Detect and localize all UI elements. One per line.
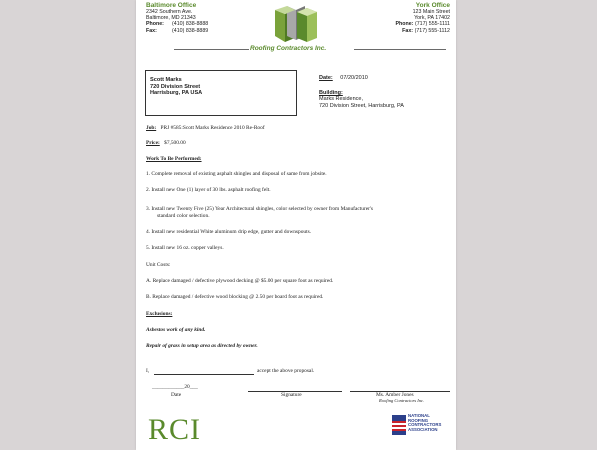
work-item-1: 1. Complete removal of existing asphalt shingles and disposal of same from jobsite. [146, 171, 327, 177]
exclusions-heading: Exclusions: [146, 311, 173, 317]
building-line-2: 720 Division Street, Harrisburg, PA [319, 102, 404, 109]
baltimore-address-line-1: 2342 Southern Ave. [146, 9, 193, 15]
date-blank[interactable]: ____________20___ [152, 384, 198, 390]
exclusion-2: Repair of grass in setup area as directed by owner. [146, 343, 258, 349]
date-row [319, 75, 368, 81]
signer-company: Roofing Contractors Inc. [379, 398, 425, 403]
baltimore-fax: (410) 838-8889 [172, 27, 209, 34]
company-logo-icon [273, 2, 319, 46]
work-item-4: 4. Install new residential White aluminum drip edge, gutter and downspouts. [146, 229, 312, 235]
date-label: Date: [319, 75, 333, 81]
building-label: Building: [319, 90, 343, 96]
york-address-line-2: York, PA 17402 [414, 15, 450, 22]
baltimore-address-line-2: Baltimore, MD 21343 [146, 15, 196, 22]
work-heading: Work To Be Performed: [146, 156, 202, 162]
unit-cost-b: B. Replace damaged / defective wood blocking @ 2.50 per board foot as required. [146, 294, 324, 300]
work-item-3-continued: standard color selection. [157, 213, 210, 219]
york-fax: (717) 555-1112 [414, 27, 450, 34]
nrca-badge [392, 413, 450, 439]
nrca-line-4: ASSOCIATION [408, 426, 438, 432]
acceptance-prefix: I, [146, 368, 150, 374]
baltimore-office-title: Baltimore Office [146, 2, 197, 9]
price-row [146, 140, 186, 146]
job-value: PRJ #585:Scott Marks Residence 2010 Re-Roof [160, 125, 265, 131]
nrca-line-3: CONTRACTORS [408, 422, 442, 428]
work-item-3: 3. Install new Twenty Five (25) Year Architectural shingles, color selected by owner from Manufacturer's [146, 206, 373, 212]
york-address-line-1: 123 Main Street [412, 9, 450, 15]
signature-date-label: Date [171, 392, 182, 398]
acceptance-suffix: accept the above proposal. [257, 368, 315, 374]
nrca-line-2: ROOFING [408, 417, 429, 423]
york-fax-label: Fax: [402, 27, 414, 34]
building-line-1: Marks Residence, [319, 96, 364, 103]
unit-costs-label: Unit Costs: [146, 262, 171, 268]
price-value: $7,500.00 [164, 140, 186, 146]
proposal-page [136, 0, 456, 450]
recipient-street: 720 Division Street [150, 83, 201, 90]
york-phone-label: Phone: [395, 21, 414, 28]
baltimore-fax-label: Fax: [146, 27, 157, 34]
recipient-name: Scott Marks [150, 77, 182, 83]
header-rule-right [354, 49, 446, 50]
baltimore-phone-label: Phone: [146, 21, 164, 28]
york-office-title: York Office [415, 2, 450, 9]
rci-logo: RCI [148, 413, 202, 446]
unit-cost-a: A. Replace damaged / defective plywood decking @ $5.00 per square foot as required. [146, 278, 334, 284]
baltimore-phone: (410) 838-8888 [172, 21, 209, 28]
york-phone: (717) 555-1111 [414, 21, 450, 28]
exclusion-1: Asbestos work of any kind. [146, 327, 206, 333]
nrca-text [408, 414, 441, 432]
signature-label: Signature [281, 392, 302, 398]
company-name: Roofing Contractors Inc. [250, 45, 327, 52]
recipient-city: Harrisburg, PA USA [150, 90, 203, 97]
work-item-5: 5. Install new 16 oz. copper valleys. [146, 245, 224, 251]
signer-name: Ms. Amber Jones [376, 392, 414, 398]
nrca-shield-icon [392, 415, 406, 435]
date-value: 07/20/2010 [340, 75, 368, 81]
price-label: Price: [146, 140, 160, 146]
work-item-2: 2. Install new One (1) layer of 30 lbs. asphalt roofing felt. [146, 187, 271, 193]
baltimore-office-block [146, 2, 208, 34]
acceptance-name-line[interactable] [154, 374, 254, 375]
york-office-block [396, 2, 450, 34]
job-row [146, 125, 265, 131]
header-rule-left [174, 49, 249, 50]
building-block [319, 90, 404, 109]
recipient-box [145, 70, 297, 116]
nrca-line-1: NATIONAL [408, 413, 430, 418]
job-label: Job: [146, 125, 157, 131]
